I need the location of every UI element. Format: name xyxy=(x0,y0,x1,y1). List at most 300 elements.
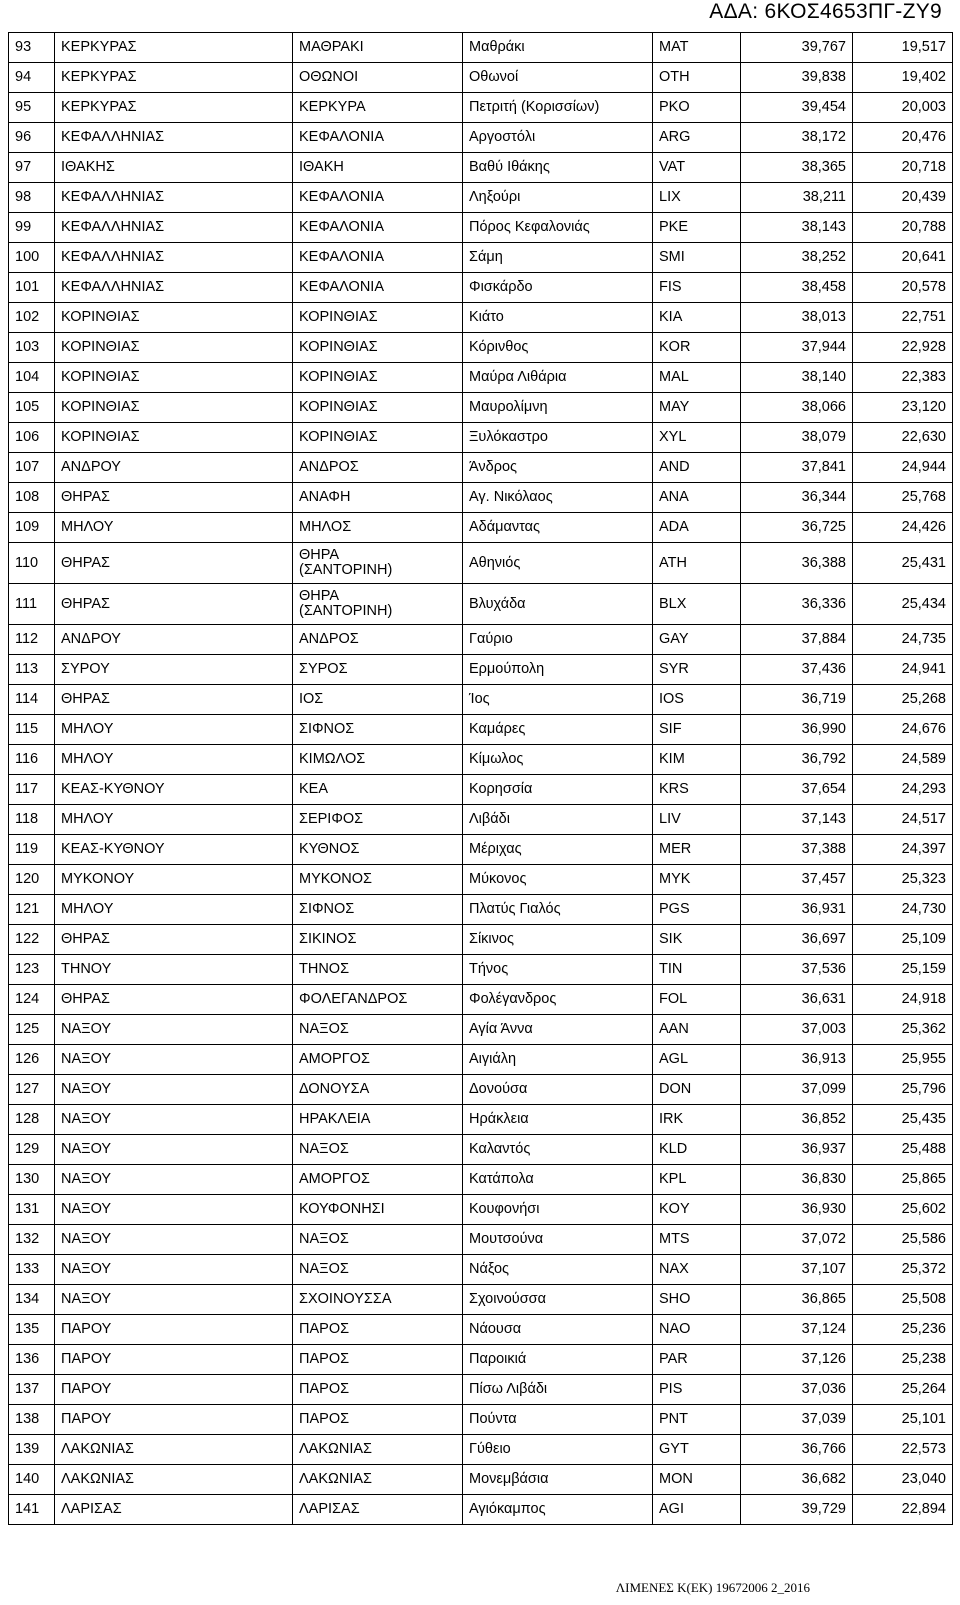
cell-code: PIS xyxy=(653,1375,741,1405)
cell-lat: 36,865 xyxy=(741,1285,853,1315)
cell-municipality: ΝΑΞΟΣ xyxy=(293,1225,463,1255)
cell-municipality: ΘΗΡΑ (ΣΑΝΤΟΡΙΝΗ) xyxy=(293,543,463,584)
cell-port: Μουτσούνα xyxy=(463,1225,653,1255)
cell-code: KOY xyxy=(653,1195,741,1225)
cell-code: VAT xyxy=(653,153,741,183)
cell-code: MYK xyxy=(653,865,741,895)
table-row xyxy=(9,483,953,513)
cell-code: KIA xyxy=(653,303,741,333)
table-row xyxy=(9,513,953,543)
cell-prefecture: ΜΗΛΟΥ xyxy=(55,805,293,835)
cell-municipality: ΘΗΡΑ (ΣΑΝΤΟΡΙΝΗ) xyxy=(293,584,463,625)
cell-municipality: ΜΗΛΟΣ xyxy=(293,513,463,543)
cell-code: XYL xyxy=(653,423,741,453)
cell-lon: 20,641 xyxy=(853,243,953,273)
cell-num: 137 xyxy=(9,1375,55,1405)
cell-municipality: ΝΑΞΟΣ xyxy=(293,1255,463,1285)
cell-port: Φισκάρδο xyxy=(463,273,653,303)
cell-port: Αγ. Νικόλαος xyxy=(463,483,653,513)
cell-lat: 36,913 xyxy=(741,1045,853,1075)
cell-lon: 25,955 xyxy=(853,1045,953,1075)
cell-municipality: ΠΑΡΟΣ xyxy=(293,1405,463,1435)
cell-num: 141 xyxy=(9,1495,55,1525)
cell-lat: 39,454 xyxy=(741,93,853,123)
cell-num: 95 xyxy=(9,93,55,123)
cell-port: Κουφονήσι xyxy=(463,1195,653,1225)
cell-num: 103 xyxy=(9,333,55,363)
cell-prefecture: ΜΗΛΟΥ xyxy=(55,895,293,925)
cell-lat: 36,697 xyxy=(741,925,853,955)
cell-lon: 25,508 xyxy=(853,1285,953,1315)
cell-prefecture: ΚΕΑΣ-ΚΥΘΝΟΥ xyxy=(55,835,293,865)
cell-num: 100 xyxy=(9,243,55,273)
cell-port: Φολέγανδρος xyxy=(463,985,653,1015)
cell-lat: 36,336 xyxy=(741,584,853,625)
cell-num: 96 xyxy=(9,123,55,153)
cell-num: 130 xyxy=(9,1165,55,1195)
cell-prefecture: ΚΟΡΙΝΘΙΑΣ xyxy=(55,363,293,393)
cell-prefecture: ΚΕΡΚΥΡΑΣ xyxy=(55,33,293,63)
cell-lat: 39,767 xyxy=(741,33,853,63)
cell-port: Καλαντός xyxy=(463,1135,653,1165)
table-row xyxy=(9,243,953,273)
table-row xyxy=(9,423,953,453)
cell-code: FIS xyxy=(653,273,741,303)
cell-municipality: ΠΑΡΟΣ xyxy=(293,1345,463,1375)
cell-num: 98 xyxy=(9,183,55,213)
cell-num: 132 xyxy=(9,1225,55,1255)
cell-lat: 38,252 xyxy=(741,243,853,273)
cell-prefecture: ΚΟΡΙΝΘΙΑΣ xyxy=(55,303,293,333)
table-row xyxy=(9,685,953,715)
table-row xyxy=(9,1375,953,1405)
cell-code: MER xyxy=(653,835,741,865)
cell-num: 131 xyxy=(9,1195,55,1225)
cell-municipality: ΣΧΟΙΝΟΥΣΣΑ xyxy=(293,1285,463,1315)
cell-num: 104 xyxy=(9,363,55,393)
cell-code: SMI xyxy=(653,243,741,273)
table-row xyxy=(9,775,953,805)
cell-lat: 38,013 xyxy=(741,303,853,333)
cell-lon: 20,476 xyxy=(853,123,953,153)
cell-municipality: ΑΝΑΦΗ xyxy=(293,483,463,513)
table-row xyxy=(9,213,953,243)
cell-lat: 36,725 xyxy=(741,513,853,543)
cell-lat: 37,536 xyxy=(741,955,853,985)
table-row xyxy=(9,835,953,865)
table-row xyxy=(9,1465,953,1495)
table-row xyxy=(9,393,953,423)
cell-municipality: ΣΕΡΙΦΟΣ xyxy=(293,805,463,835)
cell-lat: 36,937 xyxy=(741,1135,853,1165)
cell-num: 107 xyxy=(9,453,55,483)
cell-code: KIM xyxy=(653,745,741,775)
table-row xyxy=(9,1135,953,1165)
cell-code: PKE xyxy=(653,213,741,243)
cell-municipality: ΟΘΩΝΟΙ xyxy=(293,63,463,93)
cell-municipality: ΠΑΡΟΣ xyxy=(293,1315,463,1345)
cell-municipality: ΙΘΑΚΗ xyxy=(293,153,463,183)
cell-num: 101 xyxy=(9,273,55,303)
cell-code: PAR xyxy=(653,1345,741,1375)
cell-lon: 22,573 xyxy=(853,1435,953,1465)
table-row xyxy=(9,625,953,655)
cell-municipality: ΛΑΡΙΣΑΣ xyxy=(293,1495,463,1525)
cell-lat: 37,039 xyxy=(741,1405,853,1435)
cell-municipality: ΚΟΡΙΝΘΙΑΣ xyxy=(293,423,463,453)
cell-lat: 36,930 xyxy=(741,1195,853,1225)
cell-municipality: ΛΑΚΩΝΙΑΣ xyxy=(293,1435,463,1465)
cell-num: 99 xyxy=(9,213,55,243)
cell-prefecture: ΚΕΦΑΛΛΗΝΙΑΣ xyxy=(55,243,293,273)
cell-port: Σάμη xyxy=(463,243,653,273)
cell-num: 119 xyxy=(9,835,55,865)
cell-municipality: ΜΥΚΟΝΟΣ xyxy=(293,865,463,895)
table-row xyxy=(9,584,953,625)
cell-port: Αγία Άννα xyxy=(463,1015,653,1045)
cell-num: 129 xyxy=(9,1135,55,1165)
cell-lon: 23,040 xyxy=(853,1465,953,1495)
cell-lon: 22,928 xyxy=(853,333,953,363)
cell-code: AGL xyxy=(653,1045,741,1075)
cell-port: Βλυχάδα xyxy=(463,584,653,625)
cell-code: OTH xyxy=(653,63,741,93)
cell-port: Λιβάδι xyxy=(463,805,653,835)
cell-lat: 37,841 xyxy=(741,453,853,483)
cell-num: 115 xyxy=(9,715,55,745)
cell-port: Αθηνιός xyxy=(463,543,653,584)
cell-prefecture: ΝΑΞΟΥ xyxy=(55,1015,293,1045)
cell-port: Πλατύς Γιαλός xyxy=(463,895,653,925)
cell-lon: 25,488 xyxy=(853,1135,953,1165)
cell-lon: 24,944 xyxy=(853,453,953,483)
cell-port: Νάουσα xyxy=(463,1315,653,1345)
cell-municipality: ΝΑΞΟΣ xyxy=(293,1015,463,1045)
table-row xyxy=(9,153,953,183)
cell-lat: 38,365 xyxy=(741,153,853,183)
cell-port: Ξυλόκαστρο xyxy=(463,423,653,453)
cell-port: Παροικιά xyxy=(463,1345,653,1375)
footer-text: ΛΙΜΕΝΕΣ Κ(ΕΚ) 19672006 2_2016 xyxy=(615,1580,810,1595)
cell-port: Άνδρος xyxy=(463,453,653,483)
cell-prefecture: ΚΕΦΑΛΛΗΝΙΑΣ xyxy=(55,213,293,243)
cell-code: SYR xyxy=(653,655,741,685)
cell-port: Αδάμαντας xyxy=(463,513,653,543)
cell-port: Πόρος Κεφαλονιάς xyxy=(463,213,653,243)
cell-municipality: ΙΟΣ xyxy=(293,685,463,715)
cell-prefecture: ΚΕΑΣ-ΚΥΘΝΟΥ xyxy=(55,775,293,805)
cell-municipality: ΣΥΡΟΣ xyxy=(293,655,463,685)
cell-municipality: ΚΟΥΦΟΝΗΣΙ xyxy=(293,1195,463,1225)
cell-lat: 37,884 xyxy=(741,625,853,655)
cell-prefecture: ΝΑΞΟΥ xyxy=(55,1105,293,1135)
cell-prefecture: ΚΟΡΙΝΘΙΑΣ xyxy=(55,423,293,453)
cell-port: Νάξος xyxy=(463,1255,653,1285)
table-row xyxy=(9,1255,953,1285)
cell-lon: 22,894 xyxy=(853,1495,953,1525)
cell-code: AGI xyxy=(653,1495,741,1525)
cell-lat: 37,107 xyxy=(741,1255,853,1285)
cell-lat: 37,003 xyxy=(741,1015,853,1045)
cell-prefecture: ΘΗΡΑΣ xyxy=(55,985,293,1015)
cell-code: KRS xyxy=(653,775,741,805)
cell-prefecture: ΜΗΛΟΥ xyxy=(55,513,293,543)
cell-port: Πετριτή (Κορισσίων) xyxy=(463,93,653,123)
cell-municipality: ΠΑΡΟΣ xyxy=(293,1375,463,1405)
cell-prefecture: ΙΘΑΚΗΣ xyxy=(55,153,293,183)
table-row xyxy=(9,273,953,303)
cell-municipality: ΑΝΔΡΟΣ xyxy=(293,625,463,655)
cell-lat: 36,931 xyxy=(741,895,853,925)
cell-lat: 38,140 xyxy=(741,363,853,393)
cell-lon: 25,435 xyxy=(853,1105,953,1135)
cell-num: 128 xyxy=(9,1105,55,1135)
cell-num: 140 xyxy=(9,1465,55,1495)
table-row xyxy=(9,1345,953,1375)
cell-lat: 38,143 xyxy=(741,213,853,243)
cell-code: MON xyxy=(653,1465,741,1495)
cell-port: Τήνος xyxy=(463,955,653,985)
cell-port: Μαυρολίμνη xyxy=(463,393,653,423)
table-row xyxy=(9,955,953,985)
cell-lat: 36,852 xyxy=(741,1105,853,1135)
cell-num: 138 xyxy=(9,1405,55,1435)
cell-port: Ληξούρι xyxy=(463,183,653,213)
cell-lat: 37,124 xyxy=(741,1315,853,1345)
cell-municipality: ΝΑΞΟΣ xyxy=(293,1135,463,1165)
cell-lon: 24,941 xyxy=(853,655,953,685)
cell-prefecture: ΛΑΚΩΝΙΑΣ xyxy=(55,1465,293,1495)
cell-lat: 37,654 xyxy=(741,775,853,805)
cell-port: Καμάρες xyxy=(463,715,653,745)
cell-code: MAT xyxy=(653,33,741,63)
cell-port: Ερμούπολη xyxy=(463,655,653,685)
cell-num: 124 xyxy=(9,985,55,1015)
table-row xyxy=(9,93,953,123)
cell-num: 116 xyxy=(9,745,55,775)
cell-num: 120 xyxy=(9,865,55,895)
cell-port: Βαθύ Ιθάκης xyxy=(463,153,653,183)
table-row xyxy=(9,1225,953,1255)
cell-prefecture: ΑΝΔΡΟΥ xyxy=(55,453,293,483)
cell-municipality: ΗΡΑΚΛΕΙΑ xyxy=(293,1105,463,1135)
cell-prefecture: ΜΗΛΟΥ xyxy=(55,715,293,745)
cell-lat: 36,990 xyxy=(741,715,853,745)
cell-num: 133 xyxy=(9,1255,55,1285)
ports-table xyxy=(8,32,953,1525)
cell-lon: 25,264 xyxy=(853,1375,953,1405)
cell-num: 127 xyxy=(9,1075,55,1105)
cell-lat: 37,436 xyxy=(741,655,853,685)
cell-lon: 25,236 xyxy=(853,1315,953,1345)
table-row xyxy=(9,1105,953,1135)
cell-municipality: ΑΜΟΡΓΟΣ xyxy=(293,1045,463,1075)
cell-lat: 36,719 xyxy=(741,685,853,715)
cell-lat: 38,172 xyxy=(741,123,853,153)
table-row xyxy=(9,715,953,745)
cell-municipality: ΔΟΝΟΥΣΑ xyxy=(293,1075,463,1105)
cell-port: Πούντα xyxy=(463,1405,653,1435)
cell-num: 108 xyxy=(9,483,55,513)
cell-port: Κατάπολα xyxy=(463,1165,653,1195)
cell-port: Μαύρα Λιθάρια xyxy=(463,363,653,393)
cell-code: TIN xyxy=(653,955,741,985)
cell-num: 134 xyxy=(9,1285,55,1315)
cell-lon: 25,586 xyxy=(853,1225,953,1255)
cell-lon: 23,120 xyxy=(853,393,953,423)
cell-lat: 39,729 xyxy=(741,1495,853,1525)
cell-prefecture: ΝΑΞΟΥ xyxy=(55,1285,293,1315)
table-row xyxy=(9,1315,953,1345)
cell-lon: 22,630 xyxy=(853,423,953,453)
cell-prefecture: ΝΑΞΟΥ xyxy=(55,1255,293,1285)
cell-prefecture: ΠΑΡΟΥ xyxy=(55,1315,293,1345)
table-row xyxy=(9,1165,953,1195)
cell-code: KOR xyxy=(653,333,741,363)
cell-num: 126 xyxy=(9,1045,55,1075)
cell-lon: 24,426 xyxy=(853,513,953,543)
cell-lat: 36,682 xyxy=(741,1465,853,1495)
cell-code: MAY xyxy=(653,393,741,423)
cell-lon: 25,431 xyxy=(853,543,953,584)
cell-prefecture: ΝΑΞΟΥ xyxy=(55,1195,293,1225)
cell-prefecture: ΚΟΡΙΝΘΙΑΣ xyxy=(55,393,293,423)
cell-num: 93 xyxy=(9,33,55,63)
cell-municipality: ΚΟΡΙΝΘΙΑΣ xyxy=(293,393,463,423)
cell-code: SIK xyxy=(653,925,741,955)
cell-prefecture: ΚΕΡΚΥΡΑΣ xyxy=(55,63,293,93)
cell-lat: 38,458 xyxy=(741,273,853,303)
cell-num: 135 xyxy=(9,1315,55,1345)
cell-port: Ηράκλεια xyxy=(463,1105,653,1135)
cell-num: 111 xyxy=(9,584,55,625)
cell-lon: 24,517 xyxy=(853,805,953,835)
cell-port: Αιγιάλη xyxy=(463,1045,653,1075)
cell-prefecture: ΣΥΡΟΥ xyxy=(55,655,293,685)
cell-lat: 37,126 xyxy=(741,1345,853,1375)
cell-lon: 25,268 xyxy=(853,685,953,715)
cell-port: Μονεμβάσια xyxy=(463,1465,653,1495)
cell-port: Κορησσία xyxy=(463,775,653,805)
cell-code: NAO xyxy=(653,1315,741,1345)
cell-code: KLD xyxy=(653,1135,741,1165)
cell-lat: 37,388 xyxy=(741,835,853,865)
cell-code: IOS xyxy=(653,685,741,715)
cell-lat: 36,830 xyxy=(741,1165,853,1195)
cell-code: LIX xyxy=(653,183,741,213)
table-row xyxy=(9,453,953,483)
table-row xyxy=(9,895,953,925)
cell-port: Αγιόκαμπος xyxy=(463,1495,653,1525)
cell-lon: 25,602 xyxy=(853,1195,953,1225)
cell-port: Μαθράκι xyxy=(463,33,653,63)
cell-prefecture: ΚΕΡΚΥΡΑΣ xyxy=(55,93,293,123)
cell-prefecture: ΜΗΛΟΥ xyxy=(55,745,293,775)
cell-code: ANA xyxy=(653,483,741,513)
cell-port: Οθωνοί xyxy=(463,63,653,93)
cell-num: 110 xyxy=(9,543,55,584)
cell-code: FOL xyxy=(653,985,741,1015)
cell-lat: 37,457 xyxy=(741,865,853,895)
table-row xyxy=(9,1435,953,1465)
cell-lon: 25,101 xyxy=(853,1405,953,1435)
table-row xyxy=(9,363,953,393)
cell-prefecture: ΝΑΞΟΥ xyxy=(55,1165,293,1195)
cell-prefecture: ΠΑΡΟΥ xyxy=(55,1345,293,1375)
cell-code: MAL xyxy=(653,363,741,393)
cell-code: ADA xyxy=(653,513,741,543)
cell-port: Κίμωλος xyxy=(463,745,653,775)
cell-code: LIV xyxy=(653,805,741,835)
cell-port: Γαύριο xyxy=(463,625,653,655)
cell-municipality: ΛΑΚΩΝΙΑΣ xyxy=(293,1465,463,1495)
cell-code: PKO xyxy=(653,93,741,123)
cell-port: Σίκινος xyxy=(463,925,653,955)
cell-lon: 19,402 xyxy=(853,63,953,93)
cell-lon: 25,796 xyxy=(853,1075,953,1105)
table-row xyxy=(9,655,953,685)
cell-prefecture: ΠΑΡΟΥ xyxy=(55,1375,293,1405)
table-row xyxy=(9,925,953,955)
table-body xyxy=(9,33,953,1525)
cell-code: AND xyxy=(653,453,741,483)
cell-port: Δονούσα xyxy=(463,1075,653,1105)
cell-num: 125 xyxy=(9,1015,55,1045)
cell-lon: 25,865 xyxy=(853,1165,953,1195)
table-row xyxy=(9,1045,953,1075)
cell-prefecture: ΚΕΦΑΛΛΗΝΙΑΣ xyxy=(55,123,293,153)
cell-code: MTS xyxy=(653,1225,741,1255)
cell-num: 121 xyxy=(9,895,55,925)
cell-num: 105 xyxy=(9,393,55,423)
cell-num: 123 xyxy=(9,955,55,985)
cell-lon: 19,517 xyxy=(853,33,953,63)
table-row xyxy=(9,303,953,333)
cell-num: 109 xyxy=(9,513,55,543)
cell-lon: 20,578 xyxy=(853,273,953,303)
cell-prefecture: ΝΑΞΟΥ xyxy=(55,1135,293,1165)
cell-port: Σχοινούσσα xyxy=(463,1285,653,1315)
cell-lon: 25,323 xyxy=(853,865,953,895)
cell-num: 118 xyxy=(9,805,55,835)
cell-lon: 24,918 xyxy=(853,985,953,1015)
cell-lon: 24,676 xyxy=(853,715,953,745)
cell-num: 113 xyxy=(9,655,55,685)
table-row xyxy=(9,63,953,93)
table-row xyxy=(9,1075,953,1105)
table-row xyxy=(9,805,953,835)
cell-lon: 22,383 xyxy=(853,363,953,393)
cell-municipality: ΚΕΡΚΥΡΑ xyxy=(293,93,463,123)
cell-lon: 25,768 xyxy=(853,483,953,513)
cell-prefecture: ΝΑΞΟΥ xyxy=(55,1225,293,1255)
table-row xyxy=(9,1495,953,1525)
cell-municipality: ΚΟΡΙΝΘΙΑΣ xyxy=(293,333,463,363)
cell-code: SHO xyxy=(653,1285,741,1315)
cell-num: 122 xyxy=(9,925,55,955)
cell-code: IRK xyxy=(653,1105,741,1135)
cell-port: Γύθειο xyxy=(463,1435,653,1465)
table-row xyxy=(9,1285,953,1315)
cell-port: Πίσω Λιβάδι xyxy=(463,1375,653,1405)
cell-prefecture: ΘΗΡΑΣ xyxy=(55,543,293,584)
cell-port: Μύκονος xyxy=(463,865,653,895)
cell-lon: 25,238 xyxy=(853,1345,953,1375)
cell-municipality: ΚΕΦΑΛΟΝΙΑ xyxy=(293,183,463,213)
cell-code: PNT xyxy=(653,1405,741,1435)
cell-prefecture: ΚΕΦΑΛΛΗΝΙΑΣ xyxy=(55,183,293,213)
cell-prefecture: ΜΥΚΟΝΟΥ xyxy=(55,865,293,895)
